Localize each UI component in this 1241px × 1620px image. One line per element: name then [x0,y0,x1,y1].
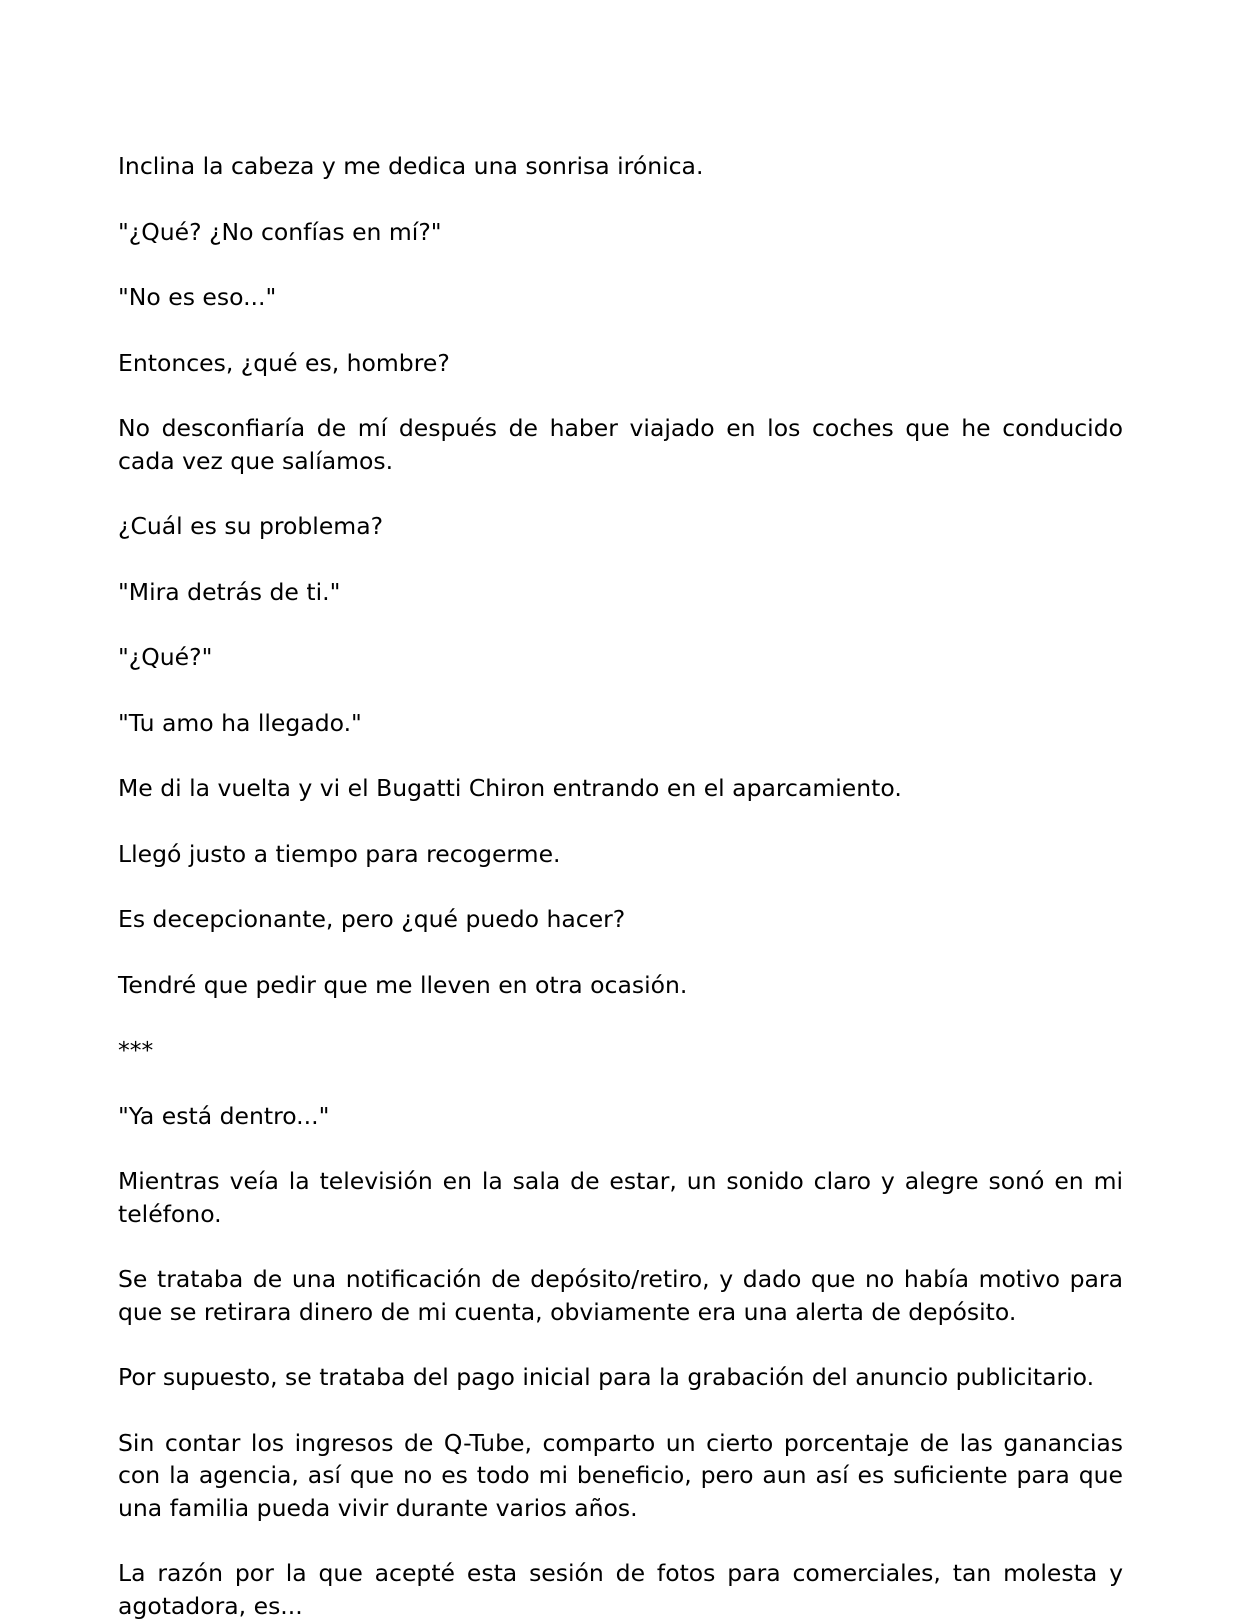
paragraph: Inclina la cabeza y me dedica una sonrisa irónica. [118,152,704,180]
paragraph: "No es eso..." [118,283,277,311]
paragraph: No desconfiaría de mí después de haber viajado en los coches que he conducido cada vez que salíamos. [118,414,1123,475]
paragraph: Tendré que pedir que me lleven en otra ocasión. [118,970,688,999]
paragraph: Me di la vuelta y vi el Bugatti Chiron entrando en el aparcamiento. [118,774,902,802]
paragraph: "¿Qué?" [118,643,213,671]
paragraph: Se trataba de una notificación de depósito/retiro, y dado que no había motivo para que se retirara dinero de mi cuenta, obviamente era una alerta de depósito. [118,1265,1123,1326]
paragraph: Entonces, ¿qué es, hombre? [118,348,450,377]
section-separator: *** [118,1036,154,1064]
paragraph: "¿Qué? ¿No confías en mí?" [118,217,442,246]
paragraph: Es decepcionante, pero ¿qué puedo hacer? [118,905,626,933]
paragraph: "Ya está dentro..." [118,1101,330,1130]
document-body [118,150,1123,1620]
paragraph: La razón por la que acepté esta sesión de fotos para comerciales, tan molesta y agotadora, es... [118,1559,1123,1620]
paragraph: Mientras veía la televisión en la sala de estar, un sonido claro y alegre sonó en mi teléfono. [118,1167,1123,1228]
paragraph: Sin contar los ingresos de Q-Tube, comparto un cierto porcentaje de las ganancias con la agencia, así que no es todo mi beneficio, pero aun así es suficiente para que una familia pueda vivir durante varios años. [118,1428,1123,1522]
paragraph: Por supuesto, se trataba del pago inicial para la grabación del anuncio publicitario. [118,1363,1095,1391]
paragraph: ¿Cuál es su problema? [118,512,384,540]
paragraph: Llegó justo a tiempo para recogerme. [118,839,561,868]
paragraph: "Tu amo ha llegado." [118,708,362,737]
paragraph: "Mira detrás de ti." [118,577,341,606]
